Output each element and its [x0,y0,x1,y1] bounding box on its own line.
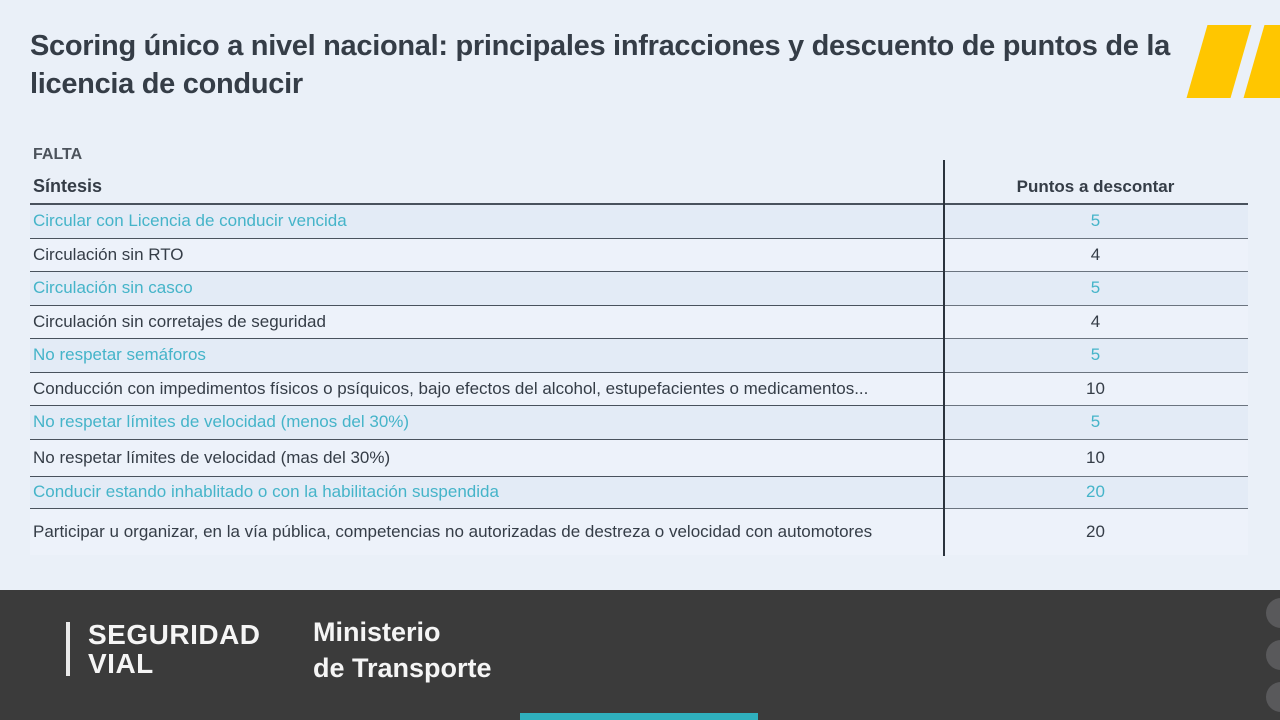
infraction-label: Circular con Licencia de conducir vencida [30,205,943,239]
table-row [30,239,1248,273]
infraction-label: Conducción con impedimentos físicos o psíquicos, bajo efectos del alcohol, estupefacientes o medicamentos... [30,373,943,407]
table-row [30,373,1248,407]
table-row [30,440,1248,477]
infraction-label: No respetar semáforos [30,339,943,373]
table-row [30,509,1248,555]
infraction-label: Circulación sin casco [30,272,943,306]
logo-text [88,620,261,678]
infraction-label: No respetar límites de velocidad (mas del 30%) [30,440,943,477]
points-value: 5 [943,272,1248,306]
infraction-label: Participar u organizar, en la vía pública, competencias no autorizadas de destreza o velocidad con automotores [33,521,873,541]
table-body [30,205,1248,555]
bottom-accent-bar [520,713,758,720]
slash-icon [1244,25,1280,98]
page-title: Scoring único a nivel nacional: principales infracciones y descuento de puntos de la licencia de conducir [30,30,1170,100]
logo-line-2: VIAL [88,648,154,679]
seguridad-vial-logo [66,620,261,678]
points-value: 5 [943,205,1248,239]
ministry-line-2: de Transporte [313,653,492,683]
points-value: 20 [943,477,1248,509]
table-row [30,406,1248,440]
brand-slashes [1197,25,1280,98]
ministry-line-1: Ministerio [313,617,441,647]
social-circle-icon [1266,640,1280,670]
column-divider [943,160,945,556]
infraction-label: Circulación sin corretajes de seguridad [30,306,943,340]
infractions-table [30,140,1248,555]
logo-line-1: SEGURIDAD [88,619,261,650]
table-group-header: FALTA [33,146,83,163]
social-circle-icon [1266,682,1280,712]
infraction-label: Conducir estando inhablitado o con la habilitación suspendida [30,477,943,509]
ministry-logo [313,614,492,686]
infraction-label: No respetar límites de velocidad (menos del 30%) [30,406,943,440]
table-row [30,339,1248,373]
points-value: 10 [943,440,1248,477]
social-circle-icon [1266,598,1280,628]
points-value: 5 [943,339,1248,373]
column-header-sintesis: Síntesis [30,170,943,205]
table-row [30,205,1248,239]
column-header-puntos: Puntos a descontar [943,170,1248,205]
table-row [30,477,1248,509]
logo-divider-bar [66,622,70,676]
infraction-label: Circulación sin RTO [30,239,943,273]
points-value: 4 [943,239,1248,273]
slash-icon [1187,25,1252,98]
table-header-row [30,170,1248,205]
points-value: 10 [943,373,1248,407]
points-value: 4 [943,306,1248,340]
table-row [30,306,1248,340]
points-value: 20 [1086,521,1105,541]
table-row [30,272,1248,306]
footer [0,590,1280,720]
points-value: 5 [943,406,1248,440]
